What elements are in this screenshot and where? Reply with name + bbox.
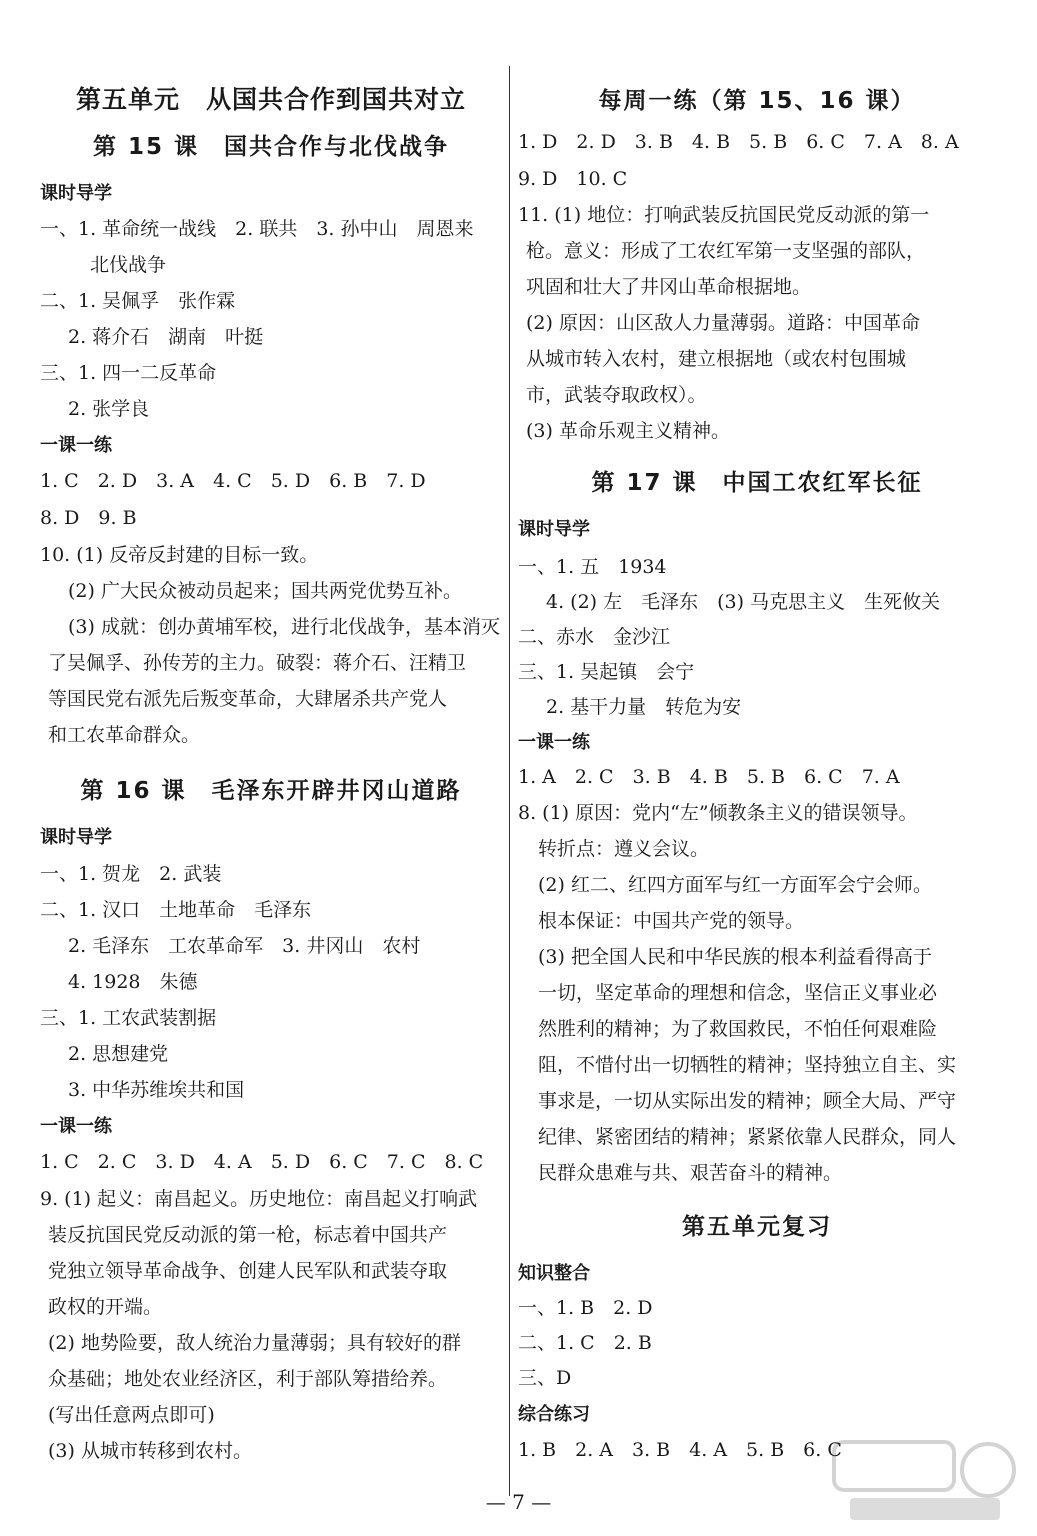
lesson15-practice-line: (2) 广大民众被动员起来；国共两党优势互补。 [68,580,462,602]
lesson15-practice-line: 和工农革命群众。 [48,724,201,746]
lesson15-practice-line: 了吴佩孚、孙传芳的主力。破裂：蒋介石、汪精卫 [48,652,467,674]
lesson17-guide-line: 2. 基干力量 转危为安 [546,696,742,718]
lesson15-practice-line: 等国民党右派先后叛变革命，大肆屠杀共产党人 [48,688,448,710]
lesson15-practice-line: 10. (1) 反帝反封建的目标一致。 [40,544,319,566]
review-knowledge-label: 知识整合 [518,1263,590,1284]
lesson17-practice-line: 事求是，一切从实际出发的精神；顾全大局、严守 [538,1090,957,1112]
lesson15-guide-label: 课时导学 [40,183,112,204]
lesson15-practice-line: 8. D 9. B [40,507,137,529]
lesson16-practice-line: 党独立领导革命战争、创建人民军队和武装夺取 [48,1260,448,1282]
lesson16-guide-line: 3. 中华苏维埃共和国 [68,1079,245,1101]
lesson16-practice-label: 一课一练 [40,1116,112,1137]
lesson15-guide-line: 2. 蒋介石 湖南 叶挺 [68,326,264,348]
review-knowledge-line: 三、D [518,1367,572,1389]
lesson15-guide-line: 2. 张学良 [68,398,150,420]
lesson16-practice-line: (3) 从城市转移到农村。 [48,1440,252,1462]
lesson16-guide-label: 课时导学 [40,827,112,848]
lesson15-guide-line: 一、1. 革命统一战线 2. 联共 3. 孙中山 周恩来 [40,218,474,240]
lesson17-practice-line: 根本保证：中国共产党的领导。 [538,910,805,932]
review-knowledge-line: 一、1. B 2. D [518,1297,653,1319]
review-exercise-line: 1. B 2. A 3. B 4. A 5. B 6. C [518,1439,842,1461]
lesson16-title: 第 16 课 毛泽东开辟井冈山道路 [80,778,462,804]
lesson17-practice-label: 一课一练 [518,732,590,753]
lesson15-practice-line: 1. C 2. D 3. A 4. C 5. D 6. B 7. D [40,470,426,492]
lesson16-practice-line: 装反抗国民党反动派的第一枪，标志着中国共产 [48,1224,448,1246]
weekly-line: 市，武装夺取政权）。 [526,384,707,406]
lesson17-practice-line: (3) 把全国人民和中华民族的根本利益看得高于 [538,946,932,968]
lesson16-guide-line: 2. 思想建党 [68,1043,169,1065]
lesson15-title: 第 15 课 国共合作与北伐战争 [92,134,450,160]
page-number: — 7 — [485,1490,552,1514]
lesson17-guide-line: 三、1. 吴起镇 会宁 [518,661,695,683]
lesson15-guide-line: 二、1. 吴佩孚 张作霖 [40,290,236,312]
lesson16-guide-line: 二、1. 汉口 土地革命 毛泽东 [40,899,312,921]
lesson16-guide-line: 一、1. 贺龙 2. 武装 [40,863,222,885]
lesson17-practice-line: (2) 红二、红四方面军与红一方面军会宁会师。 [538,874,932,896]
lesson15-guide-line: 北伐战争 [90,254,167,276]
lesson17-guide-line: 二、赤水 金沙江 [518,626,671,648]
lesson17-guide-line: 4. (2) 左 毛泽东 (3) 马克思主义 生死攸关 [546,591,941,613]
lesson17-practice-line: 民群众患难与共、艰苦奋斗的精神。 [538,1162,843,1184]
weekly-line: 9. D 10. C [518,168,628,190]
lesson16-practice-line: 1. C 2. C 3. D 4. A 5. D 6. C 7. C 8. C [40,1151,484,1173]
lesson16-practice-line: (写出任意两点即可) [48,1404,215,1426]
lesson17-practice-line: 一切，坚定革命的理想和信念，坚信正义事业必 [538,982,938,1004]
lesson15-guide-line: 三、1. 四一二反革命 [40,362,217,384]
weekly-title: 每周一练（第 15、16 课） [598,88,916,114]
watermark-logo-icon [830,1438,1020,1528]
lesson15-practice-line: (3) 成就：创办黄埔军校，进行北伐战争，基本消灭 [68,616,500,638]
weekly-line: 枪。意义：形成了工农红军第一支坚强的部队， [526,240,926,262]
lesson17-guide-line: 一、1. 五 1934 [518,556,667,578]
review-exercise-label: 综合练习 [518,1404,590,1425]
lesson16-practice-line: 政权的开端。 [48,1296,163,1318]
weekly-line: 1. D 2. D 3. B 4. B 5. B 6. C 7. A 8. A [518,131,959,153]
lesson16-practice-line: (2) 地势险要，敌人统治力量薄弱；具有较好的群 [48,1332,461,1354]
weekly-line: 11. (1) 地位：打响武装反抗国民党反动派的第一 [518,204,930,226]
lesson16-practice-line: 9. (1) 起义：南昌起义。历史地位：南昌起义打响武 [40,1188,478,1210]
lesson16-guide-line: 4. 1928 朱德 [68,971,198,993]
lesson16-guide-line: 2. 毛泽东 工农革命军 3. 井冈山 农村 [68,935,421,957]
lesson17-practice-line: 8. (1) 原因：党内“左”倾教条主义的错误领导。 [518,802,918,824]
lesson17-practice-line: 纪律、紧密团结的精神；紧紧依靠人民群众，同人 [538,1126,957,1148]
weekly-line: 从城市转入农村，建立根据地（或农村包围城 [526,348,907,370]
lesson17-guide-label: 课时导学 [518,519,590,540]
lesson16-guide-line: 三、1. 工农武装割据 [40,1007,217,1029]
lesson15-practice-label: 一课一练 [40,435,112,456]
unit-title: 第五单元 从国共合作到国共对立 [75,85,466,114]
lesson17-practice-line: 转折点：遵义会议。 [538,838,710,860]
review-knowledge-line: 二、1. C 2. B [518,1332,652,1354]
review-title: 第五单元复习 [682,1214,832,1240]
lesson17-title: 第 17 课 中国工农红军长征 [591,470,923,496]
weekly-line: (2) 原因：山区敌人力量薄弱。道路：中国革命 [526,312,920,334]
lesson17-practice-line: 然胜利的精神；为了救国救民，不怕任何艰难险 [538,1018,938,1040]
column-divider [509,66,510,1496]
lesson17-practice-line: 1. A 2. C 3. B 4. B 5. B 6. C 7. A [518,766,900,788]
lesson17-practice-line: 阻，不惜付出一切牺牲的精神；坚持独立自主、实 [538,1054,957,1076]
weekly-line: (3) 革命乐观主义精神。 [526,420,730,442]
lesson16-practice-line: 众基础；地处农业经济区，利于部队筹措给养。 [48,1368,448,1390]
weekly-line: 巩固和壮大了井冈山革命根据地。 [526,276,812,298]
